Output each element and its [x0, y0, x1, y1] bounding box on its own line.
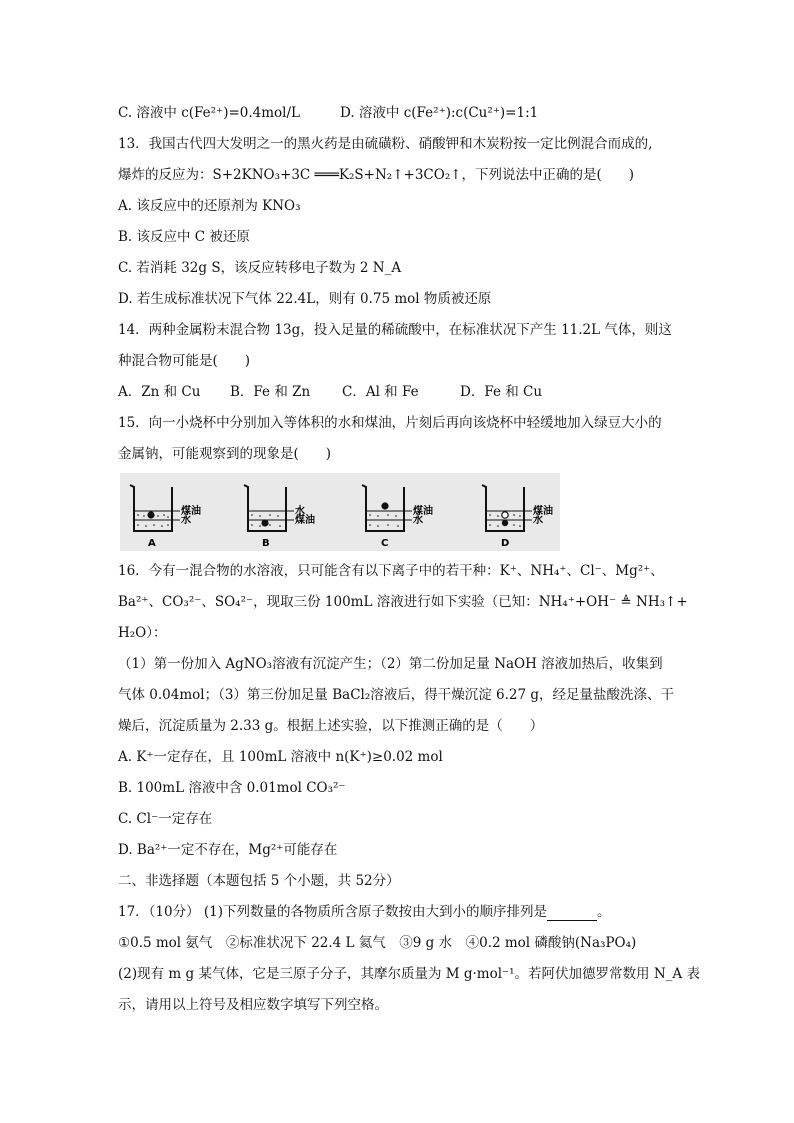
- letter-c: C: [381, 538, 389, 549]
- q16-stem-line3: H₂O）：: [118, 625, 167, 641]
- label-b-bottom: 煤油: [295, 515, 315, 526]
- q13-stem-line2: 爆炸的反应为：S+2KNO₃+3C ═══K₂S+N₂↑+3CO₂↑，下列说法中正确的是( ): [118, 167, 635, 183]
- q13-option-c: C. 若消耗 32g S，该反应转移电子数为 2 N_A: [118, 260, 402, 276]
- q13-option-d: D. 若生成标准状况下气体 22.4L，则有 0.75 mol 物质被还原: [118, 291, 492, 307]
- q14-option-c: C．Al 和 Fe: [342, 384, 419, 400]
- beaker-d: [482, 485, 553, 549]
- beaker-a: [130, 485, 201, 549]
- q16-experiment-line1: （1）第一份加入 AgNO₃溶液有沉淀产生；（2）第二份加足量 NaOH 溶液加热后，收集到: [118, 656, 663, 672]
- q14-stem-line2: 种混合物可能是( ): [118, 353, 251, 369]
- label-c-bottom: 水: [413, 515, 423, 526]
- q16-option-c: C. Cl⁻一定存在: [118, 811, 213, 827]
- label-b-top: 水: [295, 506, 305, 517]
- label-d-top: 煤油: [533, 506, 553, 517]
- q17-part2-line2: 示，请用以上符号及相应数字填写下列空格。: [118, 997, 388, 1013]
- label-c-top: 煤油: [413, 506, 433, 517]
- answer-blank[interactable]: [547, 906, 597, 921]
- label-a-top: 煤油: [181, 506, 201, 517]
- option-d-q12: D. 溶液中 c(Fe²⁺):c(Cu²⁺)=1:1: [340, 105, 539, 121]
- q14-option-a: A．Zn 和 Cu: [118, 384, 201, 400]
- label-a-bottom: 水: [181, 515, 191, 526]
- q16-experiment-line2: 气体 0.04mol；（3）第三份加足量 BaCl₂溶液后，得干燥沉淀 6.27 g，经足量盐酸洗涤、干: [118, 687, 675, 703]
- letter-a: A: [148, 538, 156, 549]
- q13-stem-line1: 13．我国古代四大发明之一的黑火药是由硫磺粉、硝酸钾和木炭粉按一定比例混合而成的,: [118, 136, 653, 152]
- q16-experiment-line3: 燥后，沉淀质量为 2.33 g。根据上述实验，以下推测正确的是（ ）: [118, 718, 544, 734]
- letter-d: D: [501, 538, 510, 549]
- q13-option-a: A. 该反应中的还原剂为 KNO₃: [118, 198, 301, 214]
- q16-stem-line1: 16．今有一混合物的水溶液，只可能含有以下离子中的若干种：K⁺、NH₄⁺、Cl⁻、Mg²⁺、: [118, 563, 664, 579]
- q17-stem-line1: [118, 903, 611, 921]
- q16-option-b: B. 100mL 溶液中含 0.01mol CO₃²⁻: [118, 780, 346, 796]
- q15-stem-line1: 15．向一小烧杯中分别加入等体积的水和煤油，片刻后再向该烧杯中轻缓地加入绿豆大小的: [118, 415, 662, 431]
- q15-stem-line2: 金属钠，可能观察到的现象是( ): [118, 446, 332, 462]
- beaker-c: [362, 485, 433, 549]
- q14-option-b: B．Fe 和 Zn: [230, 384, 311, 400]
- q14-option-d: D．Fe 和 Cu: [460, 384, 543, 400]
- q14-options: [118, 383, 542, 401]
- letter-b: B: [262, 538, 270, 549]
- q17-stem-end: 。: [597, 904, 611, 920]
- beaker-figure: [120, 473, 560, 551]
- q17-stem-text: 17．（10分） (1)下列数量的各物质所含原子数按由大到小的顺序排列是: [118, 904, 548, 920]
- beaker-b: [244, 485, 315, 549]
- q17-part2-line1: (2)现有 m g 某气体，它是三原子分子，其摩尔质量为 M g·mol⁻¹。若阿伏加德罗常数用 N_A 表: [118, 966, 700, 982]
- q16-stem-line2: Ba²⁺、CO₃²⁻、SO₄²⁻，现取三份 100mL 溶液进行如下实验（已知：NH₄⁺+OH⁻ ≜ NH₃↑+: [118, 594, 688, 610]
- q16-option-d: D. Ba²⁺一定不存在，Mg²⁺可能存在: [118, 842, 338, 858]
- section-heading: 二、非选择题（本题包括 5 个小题，共 52分）: [118, 873, 400, 889]
- q17-items: ①0.5 mol 氨气 ②标准状况下 22.4 L 氦气 ③9 g 水 ④0.2 mol 磷酸钠(Na₃PO₄): [118, 935, 637, 951]
- q13-option-b: B. 该反应中 C 被还原: [118, 229, 250, 245]
- q14-stem-line1: 14．两种金属粉末混合物 13g，投入足量的稀硫酸中，在标准状况下产生 11.2L 气体，则这: [118, 322, 672, 338]
- label-d-bottom: 水: [533, 515, 543, 526]
- q16-option-a: A. K⁺一定存在，且 100mL 溶液中 n(K⁺)≥0.02 mol: [118, 749, 443, 765]
- option-c-q12: C. 溶液中 c(Fe²⁺)=0.4mol/L: [118, 105, 301, 121]
